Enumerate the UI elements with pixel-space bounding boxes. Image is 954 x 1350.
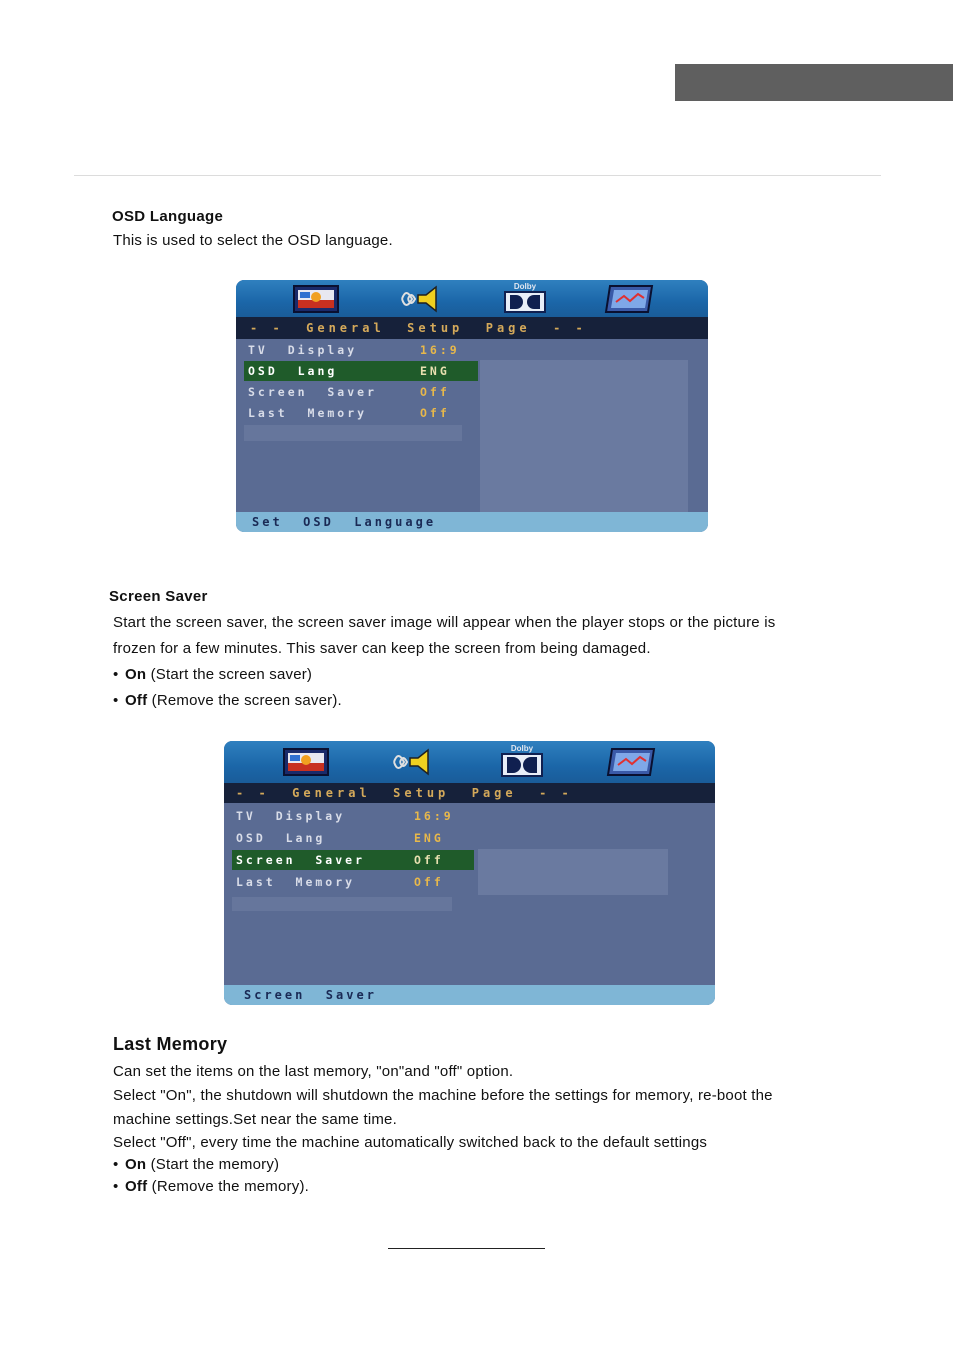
section-text-osd-language xyxy=(113,228,853,254)
bullet-item-off: • Off (Remove the screen saver). xyxy=(113,692,342,709)
osd-status-bar xyxy=(224,985,715,1005)
osd-row-osd-lang[interactable] xyxy=(244,361,478,381)
paragraph-line: Select "On", the shutdown will shutdown the machine before the settings for memory, re-boot the xyxy=(113,1087,773,1104)
osd-description-panel xyxy=(480,360,688,512)
osd-title-bar xyxy=(224,783,715,803)
section-heading-last-memory: Last Memory xyxy=(113,1034,228,1054)
osd-row-tv-display[interactable] xyxy=(232,806,474,826)
bullet-bold: On xyxy=(125,666,147,683)
bullet-item-on: • On (Start the memory) xyxy=(113,1156,280,1173)
osd-row-osd-lang[interactable] xyxy=(232,828,474,848)
bullet-item-on: • On (Start the screen saver) xyxy=(113,666,313,683)
osd-status-bar xyxy=(236,512,708,532)
osd-row-label: Last Memory xyxy=(236,875,356,889)
osd-status-text: Set OSD Language xyxy=(252,515,437,529)
osd-row-screen-saver[interactable] xyxy=(244,382,478,402)
osd-empty-row xyxy=(232,897,452,911)
audio-setup-icon xyxy=(396,283,446,315)
header-bar xyxy=(675,64,953,101)
osd-description-panel xyxy=(478,849,668,895)
osd-row-value: Off xyxy=(414,875,444,889)
section-heading-osd-language: OSD Language xyxy=(112,208,224,225)
picture-setup-icon xyxy=(282,747,330,777)
osd-row-last-memory[interactable] xyxy=(232,872,474,892)
bullet-text: (Remove the screen saver). xyxy=(147,692,342,709)
bullet-text: (Remove the memory). xyxy=(147,1178,310,1195)
osd-row-value: Off xyxy=(414,853,444,867)
paragraph-line: This is used to select the OSD language. xyxy=(113,232,393,249)
preference-setup-icon xyxy=(606,747,656,777)
osd-row-value: ENG xyxy=(414,831,444,845)
osd-row-last-memory[interactable] xyxy=(244,403,478,423)
footer-divider xyxy=(388,1248,545,1249)
osd-row-label: Screen Saver xyxy=(248,385,378,399)
osd-row-value: Off xyxy=(420,385,450,399)
osd-row-value: Off xyxy=(420,406,450,420)
osd-page-title: - - General Setup Page - - xyxy=(236,786,573,800)
paragraph-line: Can set the items on the last memory, "on"and "off" option. xyxy=(113,1063,514,1080)
osd-row-value: 16:9 xyxy=(414,809,454,823)
osd-row-label: OSD Lang xyxy=(248,364,338,378)
section-heading-screen-saver: Screen Saver xyxy=(109,588,208,605)
osd-row-label: TV Display xyxy=(236,809,346,823)
osd-menu-screenshot-2 xyxy=(224,741,715,1005)
bullet-text: (Start the screen saver) xyxy=(146,666,313,683)
picture-setup-icon xyxy=(292,284,340,314)
top-divider xyxy=(74,175,881,176)
osd-status-text: Screen Saver xyxy=(244,988,377,1002)
section-text-screen-saver xyxy=(113,610,853,714)
section-text-last-memory xyxy=(113,1060,853,1198)
audio-setup-icon xyxy=(388,746,438,778)
osd-row-screen-saver[interactable] xyxy=(232,850,474,870)
dolby-setup-icon xyxy=(504,291,546,313)
dolby-label: Dolby xyxy=(513,282,537,291)
preference-setup-icon xyxy=(604,284,654,314)
osd-row-value: 16:9 xyxy=(420,343,460,357)
paragraph-line: frozen for a few minutes. This saver can keep the screen from being damaged. xyxy=(113,640,651,657)
osd-empty-row xyxy=(244,425,462,441)
osd-icon-bar xyxy=(224,741,715,783)
osd-row-label: Screen Saver xyxy=(236,853,366,867)
dolby-label: Dolby xyxy=(510,744,534,753)
paragraph-line: machine settings.Set near the same time. xyxy=(113,1111,397,1128)
osd-menu-screenshot-1 xyxy=(236,280,708,532)
bullet-bold: Off xyxy=(125,1178,148,1195)
paragraph-line: Select "Off", every time the machine automatically switched back to the default settings xyxy=(113,1134,708,1151)
osd-title-bar xyxy=(236,317,708,339)
osd-row-label: TV Display xyxy=(248,343,358,357)
bullet-bold: On xyxy=(125,1156,147,1173)
osd-row-value: ENG xyxy=(420,364,450,378)
osd-row-label: Last Memory xyxy=(248,406,368,420)
osd-row-tv-display[interactable] xyxy=(244,340,478,360)
osd-icon-bar xyxy=(236,280,708,317)
osd-row-label: OSD Lang xyxy=(236,831,326,845)
bullet-text: (Start the memory) xyxy=(146,1156,280,1173)
bullet-item-off: • Off (Remove the memory). xyxy=(113,1178,310,1195)
paragraph-line: Start the screen saver, the screen saver image will appear when the player stops or the picture is xyxy=(113,614,776,631)
osd-page-title: - - General Setup Page - - xyxy=(250,321,587,335)
dolby-setup-icon xyxy=(501,753,543,777)
bullet-bold: Off xyxy=(125,692,148,709)
